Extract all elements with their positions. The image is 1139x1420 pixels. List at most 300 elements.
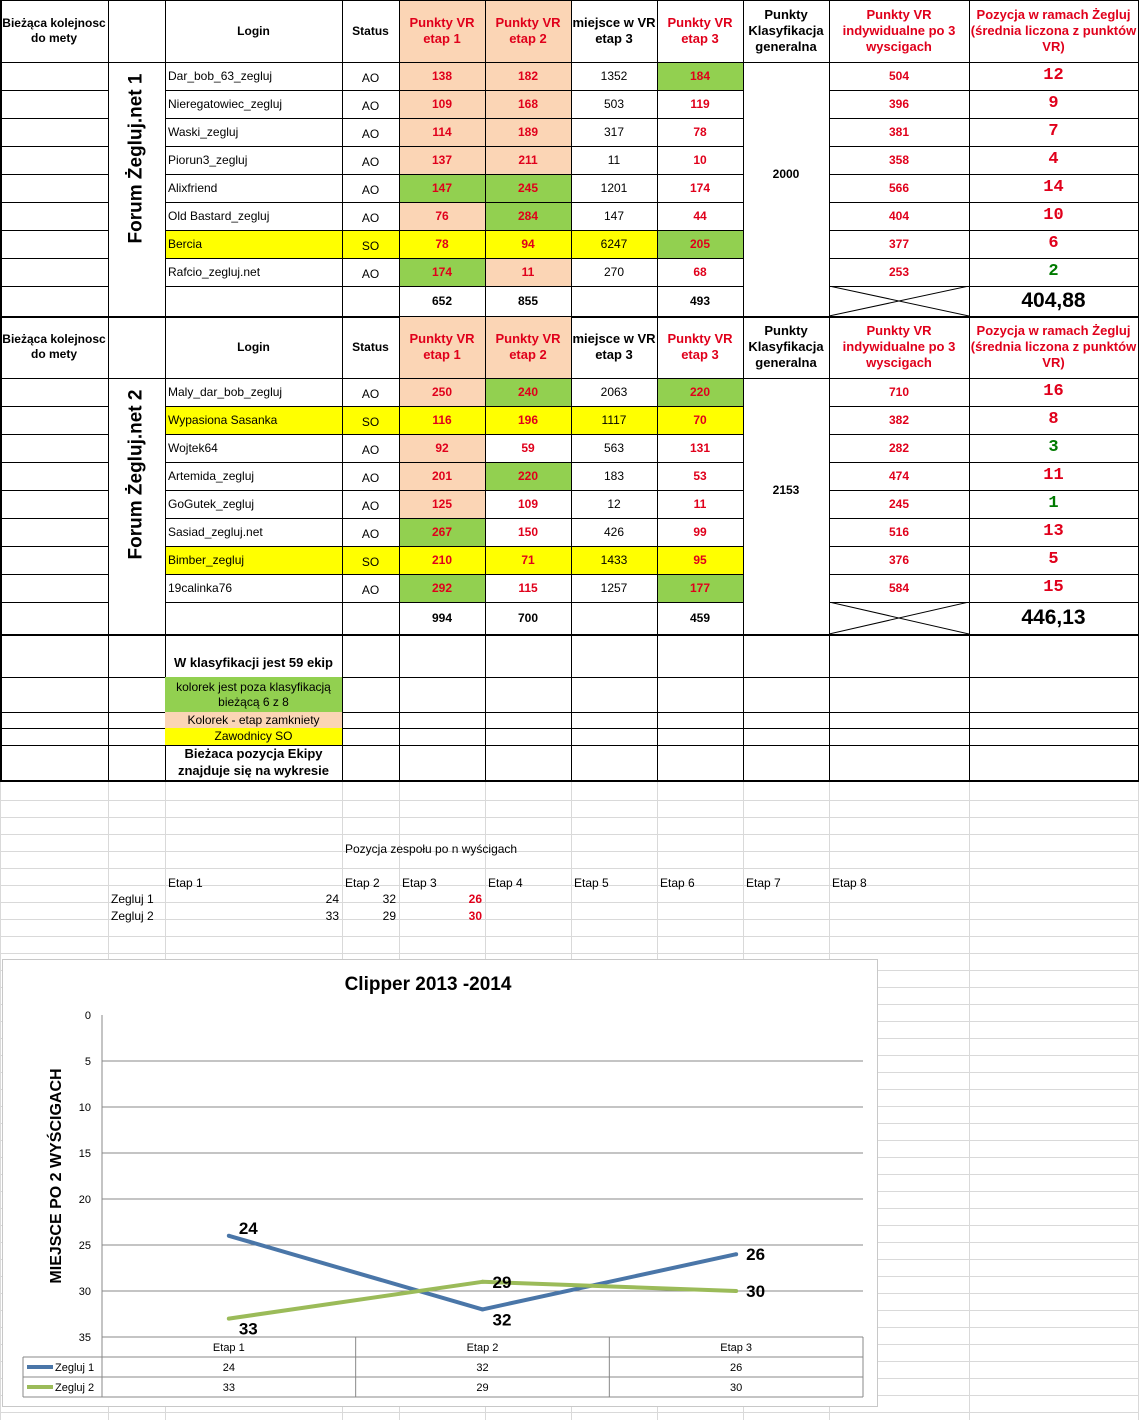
- status-cell[interactable]: SO: [342, 406, 399, 434]
- sum-vr1[interactable]: 994: [431, 610, 453, 625]
- vr2-cell[interactable]: 240: [485, 378, 571, 406]
- legend-salmon[interactable]: Kolorek - etap zamkniety: [165, 712, 342, 728]
- miejsce3-cell[interactable]: 1117: [571, 406, 657, 434]
- sum-vr1[interactable]: 652: [431, 293, 453, 308]
- line-chart[interactable]: [2, 959, 878, 1407]
- indywidualne-cell[interactable]: 404: [888, 208, 910, 223]
- sum-vr3[interactable]: 493: [689, 293, 711, 308]
- position-value[interactable]: 24: [325, 892, 339, 906]
- position-value[interactable]: 32: [382, 892, 396, 906]
- grid-line: [829, 174, 1139, 175]
- header-vr2[interactable]: Punkty VR etap 2: [485, 0, 571, 62]
- data-point: [481, 1280, 485, 1284]
- pozycja-cell[interactable]: 10: [1043, 206, 1064, 226]
- stage-label[interactable]: Etap 6: [660, 875, 695, 890]
- miejsce3-cell[interactable]: 1201: [600, 180, 628, 195]
- status-cell[interactable]: AO: [361, 470, 380, 485]
- indywidualne-cell[interactable]: 584: [888, 580, 910, 595]
- sum-vr2[interactable]: 855: [517, 293, 539, 308]
- vr1-cell[interactable]: 210: [399, 546, 485, 574]
- grid-line: [0, 0, 2, 316]
- vr1-cell[interactable]: 138: [399, 62, 485, 90]
- indywidualne-cell[interactable]: 377: [888, 236, 910, 251]
- biezaca-cell[interactable]: [0, 406, 108, 434]
- biezaca-cell[interactable]: [0, 378, 108, 406]
- legend-series-name: Zegluj 2: [55, 1382, 95, 1394]
- status-cell[interactable]: SO: [342, 230, 399, 258]
- grid-line: [0, 174, 108, 175]
- grid-line: [969, 780, 970, 1420]
- vr2-cell[interactable]: 245: [485, 174, 571, 202]
- average-cell[interactable]: 404,88: [1021, 288, 1086, 312]
- biezaca-cell[interactable]: [0, 230, 108, 258]
- grid-line: [0, 462, 108, 463]
- vr1-cell[interactable]: 137: [399, 146, 485, 174]
- vr1-cell[interactable]: 250: [399, 378, 485, 406]
- indywidualne-cell[interactable]: 504: [888, 68, 910, 83]
- vr1-cell[interactable]: 125: [399, 490, 485, 518]
- indywidualne-cell[interactable]: 710: [888, 384, 910, 399]
- series-label[interactable]: Zegluj 1: [111, 892, 154, 906]
- vr3-cell[interactable]: 131: [689, 440, 711, 455]
- y-tick-label: 5: [84, 1056, 91, 1068]
- header-login[interactable]: Login: [237, 339, 270, 354]
- sum-empty[interactable]: [165, 286, 342, 316]
- login-cell[interactable]: Nieregatowiec_zegluj: [168, 96, 283, 111]
- grid-line: [342, 0, 343, 316]
- grid-line: [0, 316, 2, 634]
- vr2-cell[interactable]: 59: [521, 440, 535, 455]
- stage-label[interactable]: Etap 8: [832, 875, 867, 890]
- vr2-cell[interactable]: 211: [485, 146, 571, 174]
- miejsce3-cell[interactable]: 563: [603, 440, 625, 455]
- position-value[interactable]: 26: [468, 892, 482, 906]
- legend-count[interactable]: W klasyfikacji jest 59 ekip: [174, 655, 333, 671]
- header-vr1[interactable]: Punkty VR etap 1: [399, 0, 485, 62]
- grid-line: [829, 490, 1139, 491]
- data-point: [481, 1307, 485, 1311]
- vr3-cell[interactable]: 174: [689, 180, 711, 195]
- header-indywidualne[interactable]: Punkty VR indywidualne po 3 wyscigach: [842, 322, 956, 371]
- login-cell[interactable]: Bimber_zegluj: [165, 546, 342, 574]
- grid-line: [743, 0, 744, 316]
- vr3-cell[interactable]: 99: [693, 524, 707, 539]
- grid-line: [0, 406, 108, 407]
- indywidualne-cell[interactable]: 381: [888, 124, 910, 139]
- vr3-cell[interactable]: 78: [693, 124, 707, 139]
- grid-line: [342, 316, 343, 634]
- series-line: [229, 1236, 736, 1310]
- biezaca-cell[interactable]: [0, 518, 108, 546]
- y-tick-label: 10: [78, 1102, 91, 1114]
- grid-line: [829, 574, 1139, 575]
- vr2-cell[interactable]: 189: [485, 118, 571, 146]
- status-cell[interactable]: AO: [361, 526, 380, 541]
- login-cell[interactable]: Maly_dar_bob_zegluj: [168, 384, 283, 399]
- header-status[interactable]: Status: [352, 339, 389, 354]
- vr3-cell[interactable]: 177: [657, 574, 743, 602]
- pozycja-cell[interactable]: 14: [1043, 178, 1064, 198]
- grid-line: [485, 636, 486, 780]
- indywidualne-cell[interactable]: 516: [888, 524, 910, 539]
- vr2-cell[interactable]: 71: [485, 546, 571, 574]
- grid-line: [829, 286, 1139, 287]
- login-cell[interactable]: GoGutek_zegluj: [168, 496, 255, 511]
- grid-line: [0, 574, 108, 575]
- status-cell[interactable]: AO: [361, 98, 380, 113]
- grid-line: [0, 636, 2, 780]
- biezaca-cell[interactable]: [0, 574, 108, 602]
- y-tick-label: 25: [78, 1240, 91, 1252]
- biezaca-cell[interactable]: [0, 286, 108, 316]
- data-label: 33: [238, 1319, 258, 1339]
- biezaca-cell[interactable]: [0, 602, 108, 634]
- status-cell[interactable]: AO: [361, 498, 380, 513]
- y-tick-label: 30: [78, 1286, 91, 1298]
- y-tick-label: 15: [78, 1148, 91, 1160]
- series-label[interactable]: Zegluj 2: [111, 909, 154, 923]
- indywidualne-cell[interactable]: 253: [888, 264, 910, 279]
- vr1-cell[interactable]: 109: [399, 90, 485, 118]
- grid-line: [0, 780, 1139, 782]
- vr2-cell[interactable]: 168: [485, 90, 571, 118]
- grid-line: [571, 636, 572, 780]
- biezaca-cell[interactable]: [0, 146, 108, 174]
- grid-line: [829, 230, 1139, 231]
- legend-chart-note[interactable]: Bieżaca pozycja Ekipy znajduje się na wykresie: [177, 746, 330, 778]
- pozycja-cell[interactable]: 4: [1048, 150, 1059, 170]
- legend-series-name: Zegluj 1: [55, 1362, 95, 1374]
- data-label: 24: [238, 1218, 258, 1238]
- pozycja-cell[interactable]: 9: [1048, 94, 1059, 114]
- header-klasyfikacja[interactable]: Punkty Klasyfikacja generalna: [748, 322, 824, 371]
- header-vr1[interactable]: Punkty VR etap 1: [399, 316, 485, 378]
- login-cell[interactable]: Dar_bob_63_zegluj: [168, 68, 273, 83]
- login-cell[interactable]: Old Bastard_zegluj: [168, 208, 270, 223]
- grid-line: [829, 546, 1139, 547]
- grid-line: [399, 316, 400, 634]
- pozycja-cell[interactable]: 3: [1048, 438, 1059, 458]
- status-cell[interactable]: AO: [361, 266, 380, 281]
- vr3-cell[interactable]: 70: [657, 406, 743, 434]
- grid-line: [829, 518, 1139, 519]
- grid-line: [829, 406, 1139, 407]
- series-line: [229, 1282, 736, 1319]
- biezaca-cell[interactable]: [0, 118, 108, 146]
- miejsce3-cell[interactable]: 2063: [600, 384, 628, 399]
- x-tick-label: Etap 3: [720, 1342, 753, 1354]
- header-pozycja-text: Pozycja w ramach Żegluj (średnia liczona z punktów VR): [970, 322, 1137, 371]
- vr3-cell[interactable]: 11: [693, 496, 707, 511]
- vr2-cell[interactable]: 150: [517, 524, 539, 539]
- y-tick-label: 35: [78, 1332, 91, 1344]
- grid-line: [743, 636, 744, 780]
- grid-line: [165, 316, 166, 634]
- status-cell[interactable]: AO: [361, 210, 380, 225]
- indywidualne-cell[interactable]: 376: [888, 552, 910, 567]
- biezaca-cell[interactable]: [0, 258, 108, 286]
- grid-line: [399, 636, 400, 780]
- table-value: 24: [222, 1362, 235, 1374]
- team-name: Forum Żegluj.net 1: [125, 73, 146, 244]
- vr2-cell[interactable]: 109: [517, 496, 539, 511]
- indywidualne-cell[interactable]: 382: [888, 412, 910, 427]
- grid-line: [0, 546, 108, 547]
- grid-line: [0, 490, 108, 491]
- status-cell[interactable]: AO: [361, 126, 380, 141]
- position-value[interactable]: 33: [325, 909, 339, 923]
- biezaca-cell[interactable]: [0, 546, 108, 574]
- klasyfikacja-cell[interactable]: 2153: [772, 482, 800, 497]
- grid-line: [969, 316, 970, 634]
- biezaca-cell[interactable]: [0, 202, 108, 230]
- vr1-cell[interactable]: 201: [399, 462, 485, 490]
- vr1-cell[interactable]: 78: [399, 230, 485, 258]
- vr2-cell[interactable]: 11: [485, 258, 571, 286]
- vr3-cell[interactable]: 184: [657, 62, 743, 90]
- pozycja-cell[interactable]: 13: [1043, 522, 1064, 542]
- indywidualne-cell[interactable]: 474: [888, 468, 910, 483]
- vr1-cell[interactable]: 76: [399, 202, 485, 230]
- vr1-cell[interactable]: 92: [399, 434, 485, 462]
- vr2-cell[interactable]: 182: [485, 62, 571, 90]
- grid-line: [829, 434, 1139, 435]
- grid-line: [969, 636, 970, 780]
- stage-label[interactable]: Etap 1: [168, 875, 203, 890]
- grid-line: [0, 146, 108, 147]
- vr1-cell[interactable]: 114: [399, 118, 485, 146]
- data-label: 32: [492, 1310, 512, 1330]
- data-label: 29: [492, 1272, 512, 1292]
- biezaca-cell[interactable]: [0, 62, 108, 90]
- grid-line: [829, 202, 1139, 203]
- grid-line: [0, 90, 108, 91]
- vr2-cell[interactable]: 94: [485, 230, 571, 258]
- table-value: 32: [476, 1362, 489, 1374]
- vr1-cell[interactable]: 147: [399, 174, 485, 202]
- indywidualne-cell[interactable]: 566: [888, 180, 910, 195]
- miejsce3-cell[interactable]: 270: [603, 264, 625, 279]
- header-login[interactable]: Login: [237, 23, 270, 38]
- status-cell[interactable]: AO: [361, 154, 380, 169]
- pozycja-cell[interactable]: 7: [1048, 122, 1059, 142]
- stage-label[interactable]: Etap 7: [746, 875, 781, 890]
- login-cell[interactable]: Wypasiona Sasanka: [165, 406, 342, 434]
- grid-line: [829, 258, 1139, 259]
- vr1-cell[interactable]: 174: [399, 258, 485, 286]
- miejsce3-cell[interactable]: 503: [603, 96, 625, 111]
- data-point: [734, 1252, 738, 1256]
- x-tick-label: Etap 1: [212, 1342, 245, 1354]
- pozycja-cell[interactable]: 6: [1048, 234, 1059, 254]
- grid-line: [743, 316, 744, 634]
- grid-line: [165, 0, 166, 316]
- miejsce3-cell[interactable]: 1433: [571, 546, 657, 574]
- header-biezaca[interactable]: Bieżąca kolejnosc do mety: [2, 16, 106, 45]
- header-biezaca[interactable]: Bieżąca kolejnosc do mety: [2, 332, 106, 361]
- login-cell[interactable]: Artemida_zegluj: [168, 468, 255, 483]
- grid-line: [829, 90, 1139, 91]
- grid-line: [0, 118, 108, 119]
- login-cell[interactable]: Bercia: [165, 230, 342, 258]
- miejsce3-cell[interactable]: 183: [603, 468, 625, 483]
- miejsce3-cell[interactable]: 6247: [571, 230, 657, 258]
- vr3-cell[interactable]: 205: [657, 230, 743, 258]
- login-cell[interactable]: Sasiad_zegluj.net: [168, 524, 263, 539]
- miejsce3-cell[interactable]: 147: [603, 208, 625, 223]
- grid-line: [108, 636, 109, 780]
- status-cell[interactable]: AO: [361, 70, 380, 85]
- data-point: [734, 1289, 738, 1293]
- table-value: 26: [730, 1362, 743, 1374]
- sum-vr3[interactable]: 459: [689, 610, 711, 625]
- grid-line: [571, 316, 572, 634]
- login-cell[interactable]: Wojtek64: [168, 440, 218, 455]
- header-pozycja[interactable]: [969, 316, 1138, 378]
- team-name: Forum Żegluj.net 2: [125, 389, 146, 560]
- average-cell[interactable]: 446,13: [1021, 605, 1086, 629]
- biezaca-cell[interactable]: [0, 174, 108, 202]
- vr3-cell[interactable]: 95: [657, 546, 743, 574]
- biezaca-cell[interactable]: [0, 90, 108, 118]
- grid-line: [829, 636, 830, 780]
- data-label: 26: [746, 1245, 766, 1265]
- x-tick-label: Etap 2: [466, 1342, 499, 1354]
- pozycja-cell[interactable]: 8: [1048, 410, 1059, 430]
- positions-title[interactable]: Pozycja zespołu po n wyścigach: [345, 841, 518, 856]
- grid-line: [108, 0, 109, 316]
- status-cell[interactable]: AO: [361, 582, 380, 597]
- grid-line: [657, 636, 658, 780]
- grid-line: [0, 286, 108, 287]
- data-point: [227, 1317, 231, 1321]
- pozycja-cell[interactable]: 12: [1043, 66, 1064, 86]
- legend-green[interactable]: kolorek jest poza klasyfikacją bieżącą 6 z 8: [165, 677, 342, 712]
- grid-line: [0, 434, 108, 435]
- vr3-cell[interactable]: 44: [693, 208, 707, 223]
- data-label: 30: [746, 1282, 766, 1301]
- sum-vr2[interactable]: 700: [517, 610, 539, 625]
- position-value[interactable]: 29: [382, 909, 396, 923]
- miejsce3-cell[interactable]: 1352: [600, 68, 628, 83]
- status-cell[interactable]: AO: [361, 442, 380, 457]
- pozycja-cell[interactable]: 2: [1048, 262, 1059, 282]
- grid-line: [657, 0, 658, 316]
- vr3-cell[interactable]: 68: [693, 264, 707, 279]
- miejsce3-cell[interactable]: 12: [607, 496, 621, 511]
- indywidualne-cell[interactable]: 396: [888, 96, 910, 111]
- stage-label[interactable]: Etap 5: [574, 875, 609, 890]
- grid-line: [571, 0, 572, 316]
- vr2-cell[interactable]: 196: [485, 406, 571, 434]
- data-point: [227, 1234, 231, 1238]
- grid-line: [108, 316, 109, 634]
- header-status[interactable]: Status: [352, 23, 389, 38]
- status-cell[interactable]: SO: [342, 546, 399, 574]
- login-cell[interactable]: Alixfriend: [168, 180, 218, 195]
- stage-label[interactable]: Etap 4: [488, 875, 523, 890]
- pozycja-cell[interactable]: 5: [1048, 550, 1059, 570]
- miejsce3-cell[interactable]: 317: [603, 124, 625, 139]
- y-axis-label: MIEJSCE PO 2 WYŚCIGACH: [48, 1068, 65, 1284]
- grid-line: [829, 146, 1139, 147]
- indywidualne-cell[interactable]: 358: [888, 152, 910, 167]
- login-cell[interactable]: 19calinka76: [168, 580, 233, 595]
- grid-line: [829, 0, 830, 316]
- vr3-cell[interactable]: 10: [693, 152, 707, 167]
- table-value: 33: [222, 1382, 235, 1394]
- vr2-cell[interactable]: 115: [518, 580, 538, 595]
- header-indywidualne[interactable]: Punkty VR indywidualne po 3 wyscigach: [842, 6, 956, 55]
- grid-line: [829, 462, 1139, 463]
- pozycja-cell[interactable]: 16: [1043, 382, 1064, 402]
- vr2-cell[interactable]: 220: [485, 462, 571, 490]
- indywidualne-cell[interactable]: 282: [888, 440, 910, 455]
- header-klasyfikacja[interactable]: Punkty Klasyfikacja generalna: [748, 6, 824, 55]
- login-cell[interactable]: Waski_zegluj: [168, 124, 239, 139]
- cross-mark: [829, 286, 969, 316]
- position-value[interactable]: 30: [468, 909, 482, 923]
- vr2-cell[interactable]: 284: [485, 202, 571, 230]
- klasyfikacja-cell[interactable]: 2000: [772, 166, 800, 181]
- status-cell[interactable]: AO: [361, 182, 380, 197]
- header-miejsce3[interactable]: miejsce w VR etap 3: [572, 14, 656, 46]
- grid-line: [485, 0, 486, 316]
- header-vr3[interactable]: Punkty VR etap 3: [667, 330, 733, 362]
- cross-mark: [829, 602, 969, 634]
- chart-svg: [3, 960, 877, 1406]
- grid-line: [0, 258, 108, 259]
- indywidualne-cell[interactable]: 245: [888, 496, 910, 511]
- header-pozycja[interactable]: [969, 0, 1138, 62]
- vr3-cell[interactable]: 119: [690, 96, 710, 111]
- miejsce3-cell[interactable]: 1257: [600, 580, 628, 595]
- stage-label[interactable]: Etap 2: [345, 875, 380, 890]
- header-vr2[interactable]: Punkty VR etap 2: [485, 316, 571, 378]
- sum-empty[interactable]: [165, 602, 342, 634]
- login-cell[interactable]: Rafcio_zegluj.net: [168, 264, 261, 279]
- chart-title: Clipper 2013 -2014: [344, 974, 512, 995]
- grid-line: [342, 636, 343, 780]
- miejsce3-cell[interactable]: 11: [607, 152, 621, 167]
- vr1-cell[interactable]: 292: [399, 574, 485, 602]
- vr3-cell[interactable]: 220: [657, 378, 743, 406]
- biezaca-cell[interactable]: [0, 490, 108, 518]
- biezaca-cell[interactable]: [0, 434, 108, 462]
- grid-line: [829, 316, 830, 634]
- grid-line: [829, 602, 1139, 603]
- header-miejsce3[interactable]: miejsce w VR etap 3: [572, 330, 656, 362]
- header-vr3[interactable]: Punkty VR etap 3: [667, 14, 733, 46]
- biezaca-cell[interactable]: [0, 462, 108, 490]
- pozycja-cell[interactable]: 11: [1043, 466, 1064, 486]
- y-tick-label: 0: [84, 1010, 91, 1022]
- vr1-cell[interactable]: 267: [399, 518, 485, 546]
- table-value: 30: [730, 1382, 743, 1394]
- stage-label[interactable]: Etap 3: [402, 875, 437, 890]
- vr3-cell[interactable]: 53: [693, 468, 707, 483]
- login-cell[interactable]: Piorun3_zegluj: [168, 152, 248, 167]
- legend-yellow[interactable]: Zawodnicy SO: [165, 728, 342, 745]
- miejsce3-cell[interactable]: 426: [603, 524, 625, 539]
- y-tick-label: 20: [78, 1194, 91, 1206]
- pozycja-cell[interactable]: 15: [1043, 578, 1064, 598]
- status-cell[interactable]: AO: [361, 386, 380, 401]
- grid-line: [969, 0, 970, 316]
- vr1-cell[interactable]: 116: [399, 406, 485, 434]
- pozycja-cell[interactable]: 1: [1048, 494, 1059, 514]
- grid-line: [0, 202, 108, 203]
